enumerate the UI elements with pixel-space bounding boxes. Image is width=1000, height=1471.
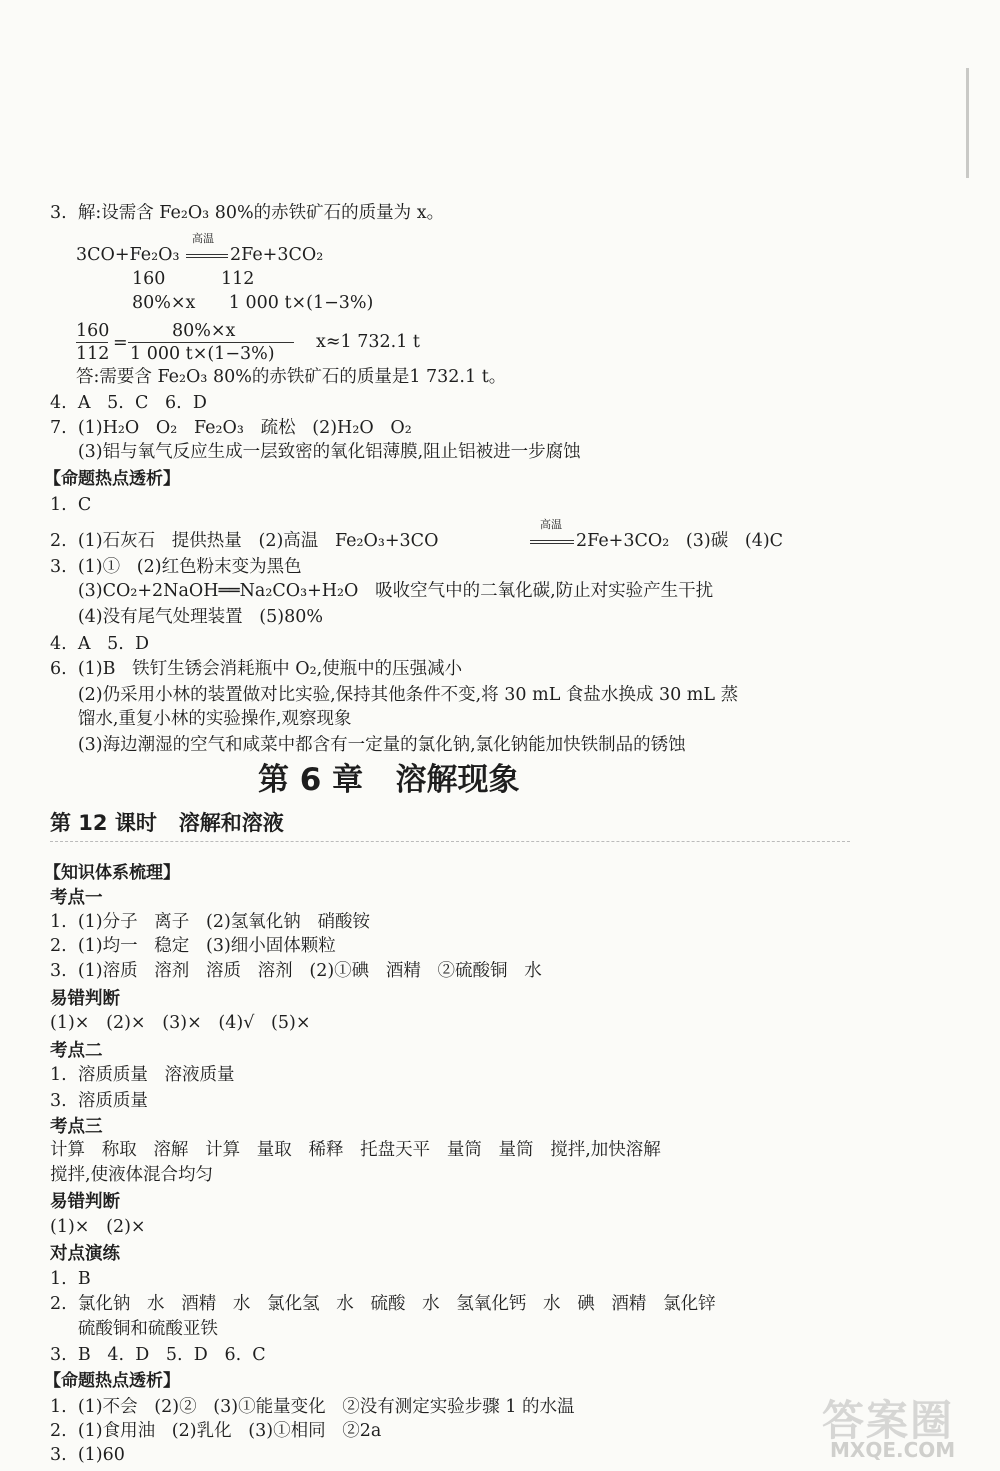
k1-line-2: 2. (1)均一 稳定 (3)细小固体颗粒 [50,936,336,956]
q3-mass-line2: 80%×x 1 000 t×(1−3%) [132,293,374,313]
q3-frac2-num: 80%×x [172,321,236,341]
hot-topic-header-1: 【命题热点透析】 [44,469,180,489]
yicuo-1-values: (1)× (2)× (3)× (4)√ (5)× [50,1013,311,1033]
q3-mass-line1: 160 112 [132,269,255,289]
k1-line-3: 3. (1)溶质 溶剂 溶质 溶剂 (2)①碘 酒精 ②硫酸铜 水 [50,961,542,981]
practice-line-4: 3. B 4. D 5. D 6. C [50,1345,266,1365]
k3-line-2: 搅拌,使液体混合均匀 [50,1165,214,1185]
hot1-line-3: 3. (1)① (2)红色粉末变为黑色 [50,557,302,577]
hot2-line-2: 2. (1)食用油 (2)乳化 (3)①相同 ②2a [50,1421,382,1441]
lesson-title: 第 12 课时 溶解和溶液 [50,811,284,835]
kaodian-3: 考点三 [50,1117,103,1137]
yicuo-1: 易错判断 [50,989,120,1009]
hot1-line-4: (3)CO₂+2NaOH══Na₂CO₃+H₂O 吸收空气中的二氧化碳,防止对实验产生干扰 [50,581,714,601]
answer-line-7-3: (3)铝与氧气反应生成一层致密的氧化铝薄膜,阻止铝被进一步腐蚀 [50,442,581,462]
page-edge-bar [966,68,969,178]
chapter-title: 第 6 章 溶解现象 [258,762,520,798]
k3-line-1: 计算 称取 溶解 计算 量取 稀释 托盘天平 量筒 量筒 搅拌,加快溶解 [50,1140,661,1160]
hot1-line-1: 1. C [50,495,92,515]
k1-line-1: 1. (1)分子 离子 (2)氢氧化钠 硝酸铵 [50,912,370,932]
q3-frac1-num: 160 [76,321,110,341]
answer-line-7: 7. (1)H₂O O₂ Fe₂O₃ 疏松 (2)H₂O O₂ [50,418,412,438]
hot1-equation-condition: 高温 [540,518,562,531]
k2-line-1: 1. 溶质质量 溶液质量 [50,1065,235,1085]
title-divider [50,841,850,842]
q3-equation-right: 2Fe+3CO₂ [230,245,324,265]
hot1-line-7: 6. (1)B 铁钉生锈会消耗瓶中 O₂,使瓶中的压强减小 [50,659,463,679]
yicuo-2-values: (1)× (2)× [50,1217,146,1237]
hot-topic-header-2: 【命题热点透析】 [44,1371,180,1391]
hot1-line-5: (4)没有尾气处理装置 (5)80% [50,607,323,627]
yicuo-2: 易错判断 [50,1192,120,1212]
q3-frac-equals: = [113,333,128,353]
kaodian-2: 考点二 [50,1041,103,1061]
hot1-line-9: 馏水,重复小林的实验操作,观察现象 [50,709,352,729]
q3-equation-left: 3CO+Fe₂O₃ [76,245,180,265]
knowledge-header: 【知识体系梳理】 [44,863,180,883]
answer-line-4-6: 4. A 5. C 6. D [50,393,207,413]
q3-result: x≈1 732.1 t [316,332,420,352]
hot1-line-10: (3)海边潮湿的空气和咸菜中都含有一定量的氯化钠,氯化钠能加快铁制品的锈蚀 [50,735,686,755]
hot1-line-2b: 2Fe+3CO₂ (3)碳 (4)C [576,531,784,551]
practice-line-1: 1. B [50,1269,91,1289]
q3-answer: 答:需要含 Fe₂O₃ 80%的赤铁矿石的质量是1 732.1 t。 [76,367,507,387]
q3-frac1-den: 112 [76,344,110,364]
practice-line-3: 硫酸铜和硫酸亚铁 [50,1319,218,1339]
q3-frac2-den: 1 000 t×(1−3%) [130,344,275,364]
q3-line1: 3. 解:设需含 Fe₂O₃ 80%的赤铁矿石的质量为 x。 [50,203,445,223]
q3-equation-condition: 高温 [192,232,214,245]
k2-line-2: 3. 溶质质量 [50,1091,148,1111]
hot1-equation-arrow [530,540,574,544]
practice-header: 对点演练 [50,1244,120,1264]
hot1-line-8: (2)仍采用小林的装置做对比实验,保持其他条件不变,将 30 mL 食盐水换成 30 mL 蒸 [50,685,739,705]
watermark-logo: 答案圈 [822,1396,955,1445]
hot1-line-6: 4. A 5. D [50,634,150,654]
watermark [822,1388,992,1468]
hot2-line-3: 3. (1)60 [50,1445,125,1465]
hot1-line-2a: 2. (1)石灰石 提供热量 (2)高温 Fe₂O₃+3CO [50,531,439,551]
q3-equation-arrow [186,254,228,258]
watermark-url: MXQE.COM [830,1438,956,1462]
kaodian-1: 考点一 [50,888,103,908]
hot2-line-1: 1. (1)不会 (2)② (3)①能量变化 ②没有测定实验步骤 1 的水温 [50,1397,575,1417]
practice-line-2: 2. 氯化钠 水 酒精 水 氯化氢 水 硫酸 水 氢氧化钙 水 碘 酒精 氯化锌 [50,1294,716,1314]
